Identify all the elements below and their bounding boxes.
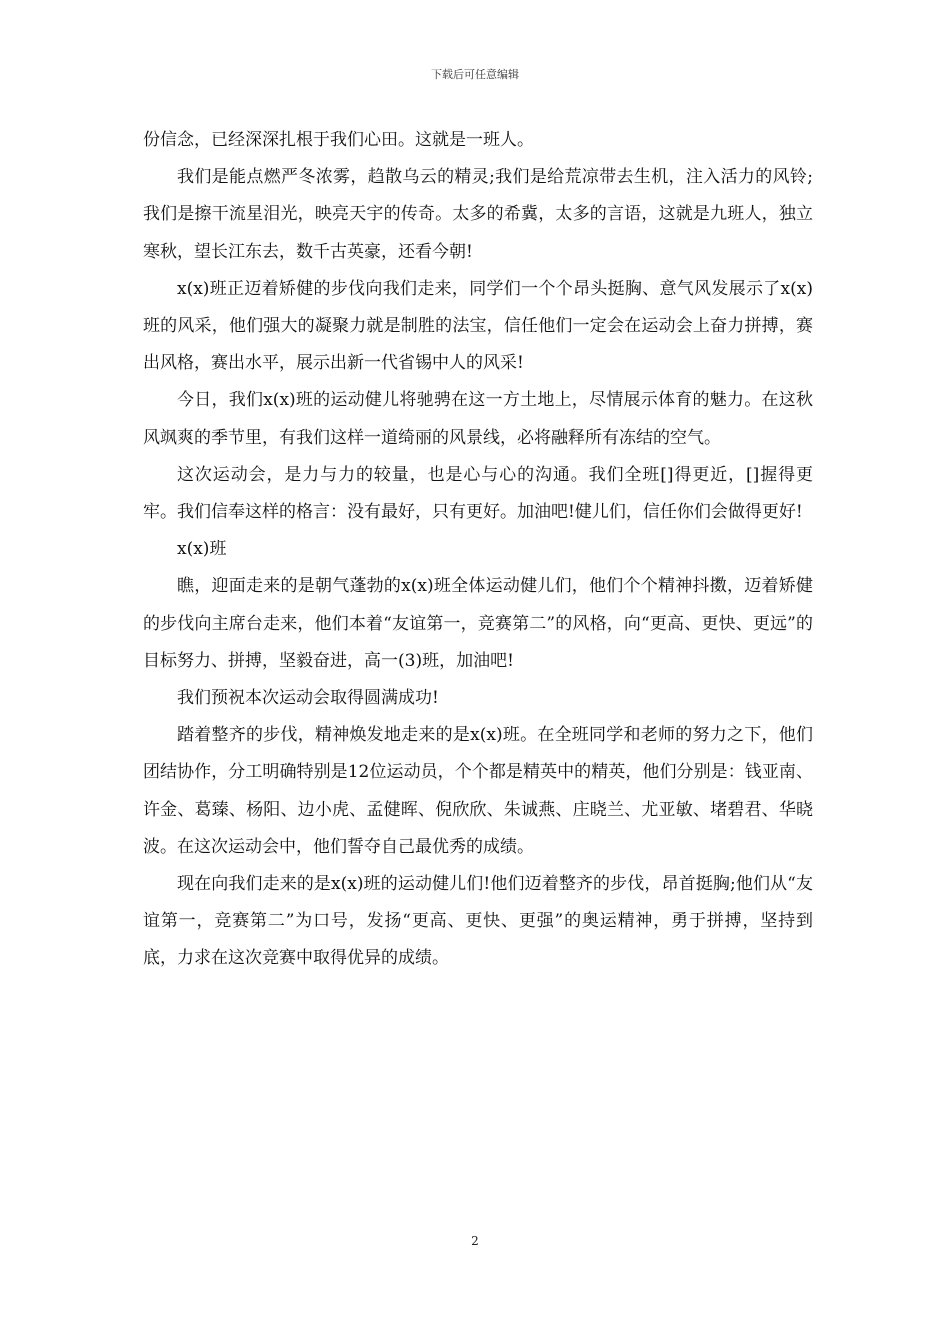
paragraph-7: 瞧，迎面走来的是朝气蓬勃的x(x)班全体运动健儿们，他们个个精神抖擞，迈着矫健的步伐向主席台走来，他们本着“友谊第一，竞赛第二”的风格，向“更高、更快、更远”的目标努力、拼搏，坚毅奋进，高一(3)班，加油吧! <box>143 576 813 671</box>
paragraph-1: 份信念，已经深深扎根于我们心田。这就是一班人。 <box>143 130 534 150</box>
page-number: 2 <box>471 1234 479 1248</box>
paragraph-4: 今日，我们x(x)班的运动健儿将驰骋在这一方土地上，尽情展示体育的魅力。在这秋风飒爽的季节里，有我们这样一道绮丽的风景线，必将融释所有冻结的空气。 <box>143 390 813 448</box>
paragraph-9: 踏着整齐的步伐，精神焕发地走来的是x(x)班。在全班同学和老师的努力之下，他们团结协作，分工明确特别是12位运动员，个个都是精英中的精英，他们分别是：钱亚南、许金、葛臻、杨阳、边小虎、孟健晖、倪欣欣、朱诚燕、庄晓兰、尤亚敏、堵碧君、华晓波。在这次运动会中，他们誓夺自己最优秀的成绩。 <box>143 725 813 857</box>
page-header: 下载后可任意编辑 <box>431 68 519 81</box>
paragraph-8: 我们预祝本次运动会取得圆满成功! <box>177 688 439 709</box>
paragraph-5: 这次运动会，是力与力的较量，也是心与心的沟通。我们全班[]得更近，[]握得更牢。我们信奉这样的格言：没有最好，只有更好。加油吧!健儿们，信任你们会做得更好! <box>143 464 813 523</box>
paragraph-3: x(x)班正迈着矫健的步伐向我们走来，同学们一个个昂头挺胸、意气风发展示了x(x)班的风采，他们强大的凝聚力就是制胜的法宝，信任他们一定会在运动会上奋力拼搏，赛出风格，赛出水平，展示出新一代省锡中人的风采! <box>143 278 813 374</box>
paragraph-6: x(x)班 <box>177 539 227 560</box>
document-body <box>143 122 813 978</box>
paragraph-10: 现在向我们走来的是x(x)班的运动健儿们!他们迈着整齐的步伐，昂首挺胸;他们从“友谊第一，竞赛第二”为口号，发扬“更高、更快、更强”的奥运精神，勇于拼搏，坚持到底，力求在这次竞赛中取得优异的成绩。 <box>143 874 813 969</box>
paragraph-2: 我们是能点燃严冬浓雾，趋散乌云的精灵;我们是给荒凉带去生机，注入活力的风铃;我们是擦干流星泪光，映亮天宇的传奇。太多的希冀，太多的言语，这就是九班人，独立寒秋，望长江东去，数千古英豪，还看今朝! <box>143 167 813 262</box>
